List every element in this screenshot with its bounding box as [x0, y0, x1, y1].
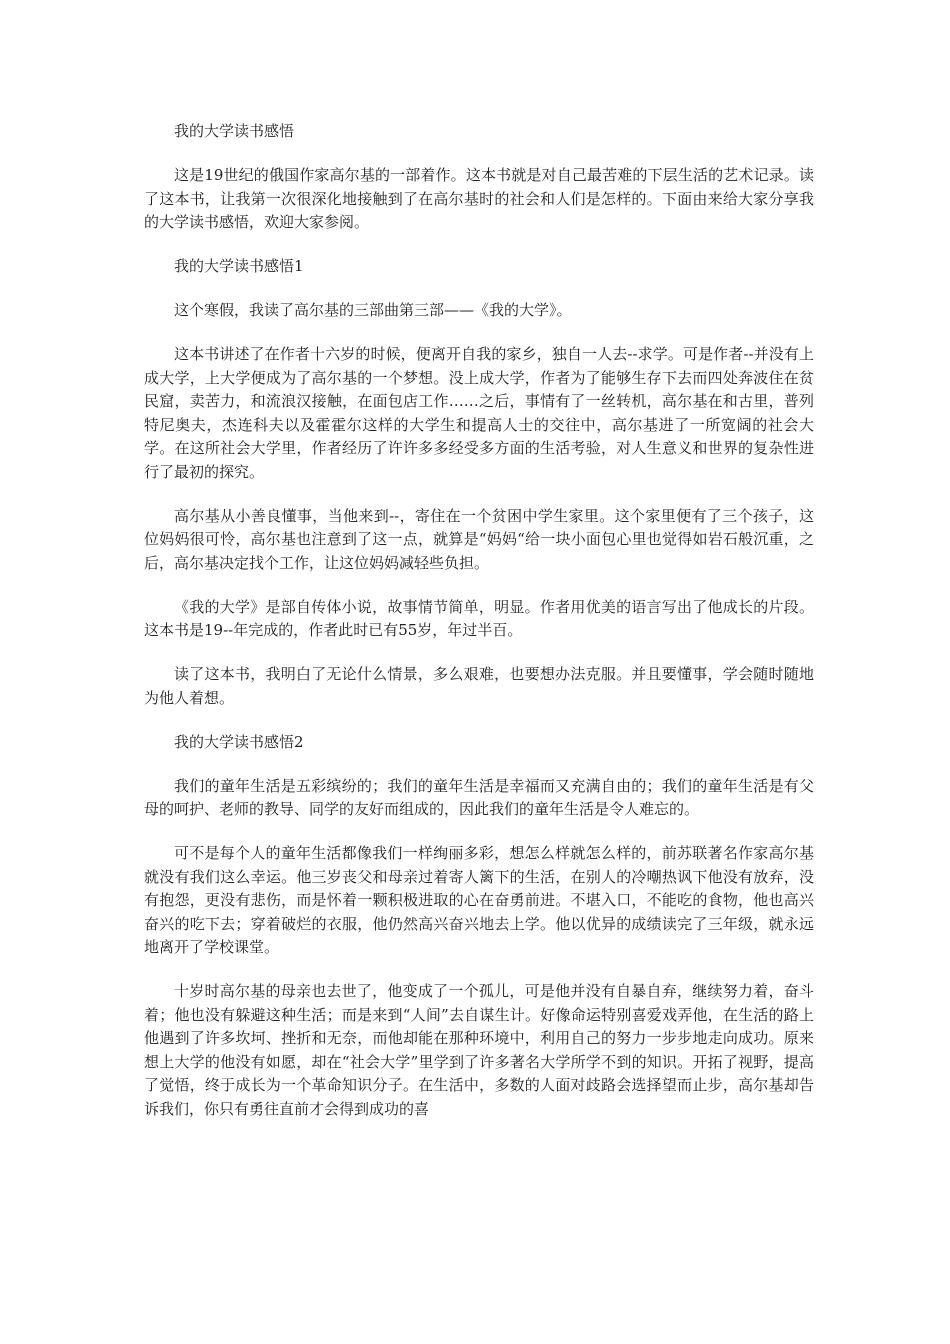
section-2-heading: 我的大学读书感悟2: [174, 732, 304, 751]
section-1-paragraph: 读了这本书，我明白了无论什么情景，多么艰难，也要想办法克服。并且要懂事，学会随时随地为他人着想。: [144, 665, 814, 707]
section-1-paragraph: 这本书讲述了在作者十六岁的时候，便离开自我的家乡，独自一人去--求学。可是作者--并没有上成大学，上大学便成为了高尔基的一个梦想。没上成大学，作者为了能够生存下去而四处奔波住在贫民窟，卖苦力，和流浪汉接触，在面包店工作……之后，事情有了一丝转机，高尔基在和古里，普列特尼奥夫，杰连科夫以及霍霍尔这样的大学生和提高人士的交往中，高尔基进了一所宽阔的社会大学。在这所社会大学里，作者经历了许许多多经受多方面的生活考验，对人生意义和世界的复杂性进行了最初的探究。: [144, 345, 814, 481]
section-2-paragraph: 我们的童年生活是五彩缤纷的；我们的童年生活是幸福而又充满自由的；我们的童年生活是有父母的呵护、老师的教导、同学的友好而组成的，因此我们的童年生活是令人难忘的。: [144, 776, 814, 818]
document-page: [144, 120, 814, 1142]
section-2-paragraph: 十岁时高尔基的母亲也去世了，他变成了一个孤儿，可是他并没有自暴自弃，继续努力着，奋斗着；他也没有躲避这种生活；而是来到“人间”去自谋生计。好像命运特别喜爱戏弄他，在生活的路上他遇到了许多坎坷、挫折和无奈，而他却能在那种环境中，利用自己的努力一步步地走向成功。原来想上大学的他没有如愿，却在“社会大学”里学到了许多著名大学所学不到的知识。开拓了视野，提高了觉悟，终于成长为一个革命知识分子。在生活中，多数的人面对歧路会选择望而止步，高尔基却告诉我们，你只有勇往直前才会得到成功的喜: [144, 982, 814, 1118]
section-2-paragraph: 可不是每个人的童年生活都像我们一样绚丽多彩，想怎么样就怎么样的，前苏联著名作家高尔基就没有我们这么幸运。他三岁丧父和母亲过着寄人篱下的生活，在别人的冷嘲热讽下他没有放弃，没有抱怨，更没有悲伤，而是怀着一颗积极进取的心在奋勇前进。不堪入口，不能吃的食物，他也高兴奋兴的吃下去；穿着破烂的衣服，他仍然高兴奋兴地去上学。他以优异的成绩读完了三年级，就永远地离开了学校课堂。: [144, 844, 814, 956]
section-1-heading: 我的大学读书感悟1: [174, 257, 304, 275]
section-1-paragraph: 这个寒假，我读了高尔基的三部曲第三部——《我的大学》。: [174, 301, 572, 319]
section-1-paragraph: 《我的大学》是部自传体小说，故事情节简单，明显。作者用优美的语言写出了他成长的片段。这本书是19--年完成的，作者此时已有55岁，年过半百。: [144, 597, 814, 639]
section-1-paragraph: 高尔基从小善良懂事，当他来到--，寄住在一个贫困中学生家里。这个家里便有了三个孩子，这位妈妈很可怜，高尔基也注意到了这一点，就算是“妈妈“给一块小面包心里也觉得如岩石般沉重，之后，高尔基决定找个工作，让这位妈妈减轻些负担。: [144, 506, 814, 572]
document-title: 我的大学读书感悟: [174, 122, 295, 140]
intro-paragraph: 这是19世纪的俄国作家高尔基的一部着作。这本书就是对自己最苦难的下层生活的艺术记录。读了这本书，让我第一次很深化地接触到了在高尔基时的社会和人们是怎样的。下面由来给大家分享我的大学读书感悟，欢迎大家参阅。: [144, 166, 814, 231]
